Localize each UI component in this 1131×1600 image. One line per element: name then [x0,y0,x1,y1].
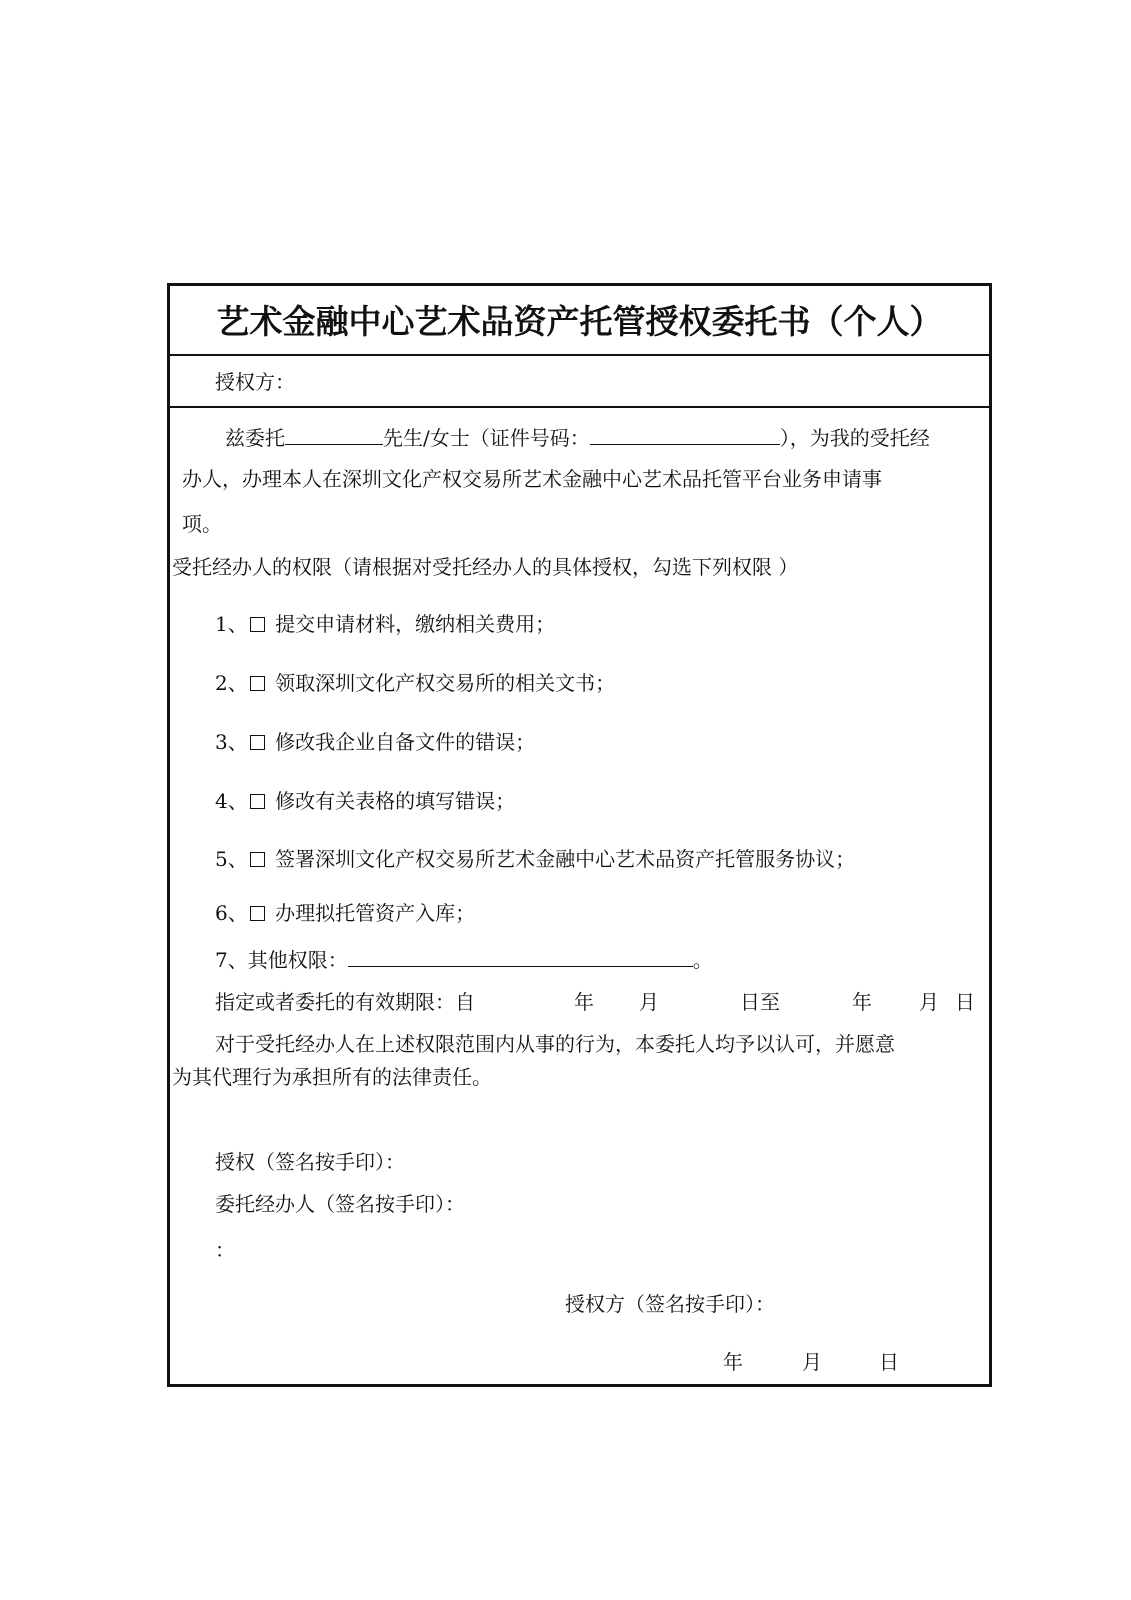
permission-item [215,732,535,752]
authorization-form [167,283,992,1387]
permissions-heading: 受托经办人的权限（请根据对受托经办人的具体授权，勾选下列权限 ） [172,555,799,579]
grantor-label: 授权方： [215,370,295,394]
permission-number: 5、 [215,847,248,871]
grantor-party-signature-label: 授权方（签名按手印）： [565,1292,775,1316]
permission-text: 修改我企业自备文件的错误； [275,730,536,754]
form-title: 艺术金融中心艺术品资产托管授权委托书（个人） [216,302,943,341]
other-permission-blank[interactable] [348,948,693,967]
permission-checkbox[interactable] [250,676,265,691]
permission-number: 2、 [215,671,248,695]
intro-text-3: ），为我的受托经 [779,426,930,450]
permission-item [215,791,515,811]
validity-month-to: 月 [919,990,939,1014]
permission-text: 修改有关表格的填写错误； [275,789,516,813]
permission-checkbox[interactable] [250,617,265,632]
permission-item [215,614,555,634]
liability-line-1: 对于受托经办人在上述权限范围内从事的行为，本委托人均予以认可，并愿意 [215,1032,895,1056]
permission-item [215,903,475,923]
stray-colon: ： [215,1238,235,1262]
id-number-blank[interactable] [590,426,780,445]
permission-checkbox[interactable] [250,906,265,921]
intro-line-2: 办人，办理本人在深圳文化产权交易所艺术金融中心艺术品托管平台业务申请事 [182,467,882,491]
grantor-signature-label: 授权（签名按手印）： [215,1150,405,1174]
permission-text: 领取深圳文化产权交易所的相关文书； [275,671,616,695]
other-permission-end: 。 [692,948,713,972]
permission-item [215,849,855,869]
permission-number: 3、 [215,730,248,754]
validity-day-end: 日 [955,990,975,1014]
sign-year: 年 [723,1350,743,1374]
permission-item [215,673,615,693]
sign-month: 月 [802,1350,822,1374]
agent-signature-label: 委托经办人（签名按手印）： [215,1192,465,1216]
validity-label: 指定或者委托的有效期限：自 [215,990,475,1014]
validity-month-from: 月 [639,990,659,1014]
validity-year-from: 年 [574,990,594,1014]
grantor-row [170,356,989,408]
intro-text-2: 先生/女士（证件号码： [383,426,590,450]
permission-checkbox[interactable] [250,852,265,867]
permission-text: 签署深圳文化产权交易所艺术金融中心艺术品资产托管服务协议； [275,847,856,871]
intro-line-3: 项。 [182,512,222,536]
permission-text: 提交申请材料，缴纳相关费用； [275,612,556,636]
permission-checkbox[interactable] [250,735,265,750]
permission-number: 4、 [215,789,248,813]
validity-day-to: 日至 [740,990,780,1014]
permission-text: 办理拟托管资产入库； [275,901,476,925]
agent-name-blank[interactable] [285,426,383,445]
liability-line-2: 为其代理行为承担所有的法律责任。 [172,1065,492,1089]
other-permission-row [215,948,713,970]
permission-checkbox[interactable] [250,794,265,809]
permission-number: 6、 [215,901,248,925]
permission-number: 1、 [215,612,248,636]
other-permission-label: 7、其他权限： [215,948,348,972]
intro-text-1: 兹委托 [225,426,285,450]
intro-line-1 [225,426,930,448]
validity-year-to: 年 [852,990,872,1014]
sign-day: 日 [879,1350,899,1374]
title-row [170,286,989,356]
